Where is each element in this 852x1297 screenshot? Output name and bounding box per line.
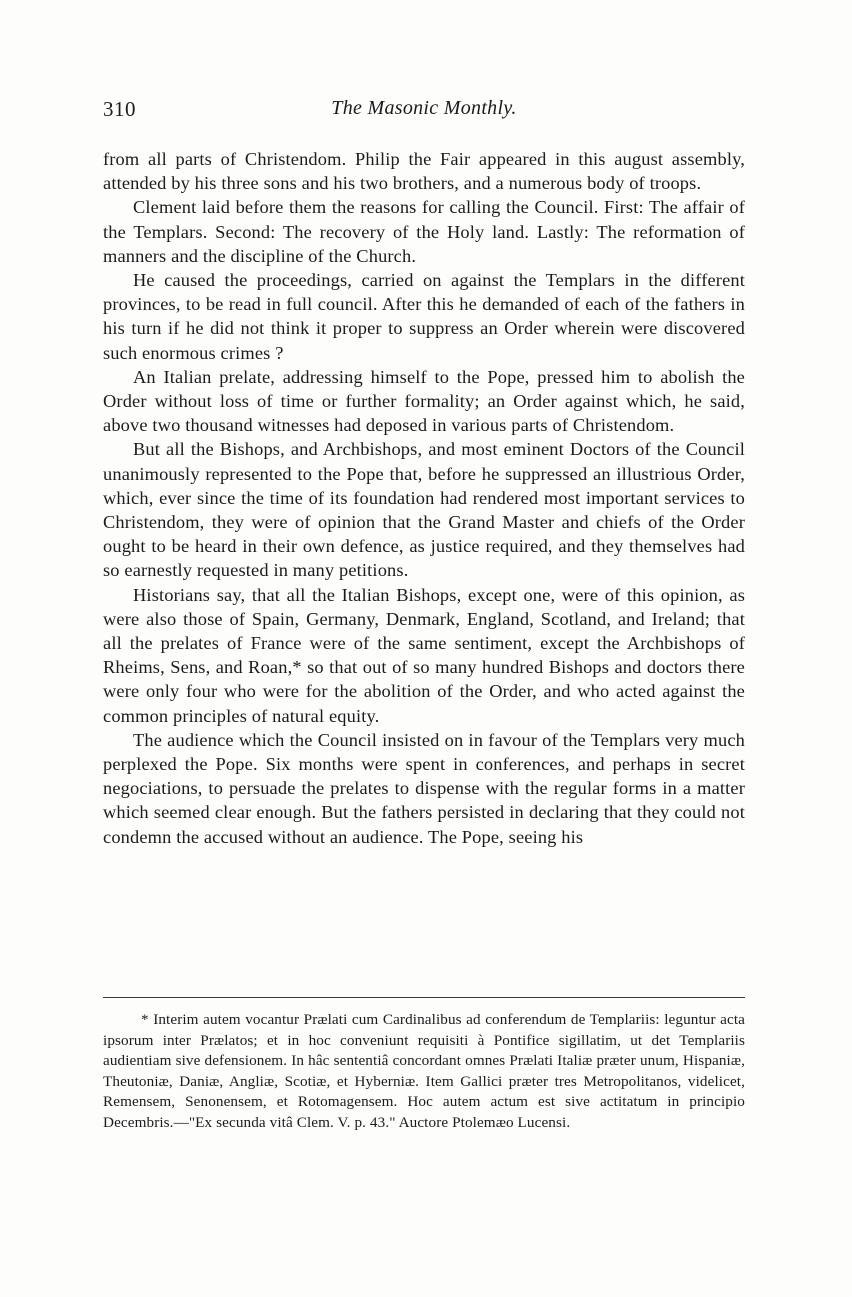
paragraph: But all the Bishops, and Archbishops, and most eminent Doctors of the Council unanimously represented to the Pope that, before he suppressed an illustrious Order, which, ever since the time of its foundation had rendered most important services to Christendom, they were of opinion that the Grand Master and chiefs of the Order ought to be heard in their own defence, as justice required, and they themselves had so earnestly requested in many petitions. <box>103 439 745 581</box>
paragraph: He caused the proceedings, carried on against the Templars in the different provinces, to be read in full council. After this he demanded of each of the fathers in his turn if he did not think it proper to suppress an Order wherein were discovered such enormous crimes ? <box>103 270 745 363</box>
page-number: 310 <box>103 97 136 121</box>
paragraph: An Italian prelate, addressing himself to the Pope, pressed him to abolish the Order without loss of time or further formality; an Order against which, he said, above two thousand witnesses had deposed in various parts of Christendom. <box>103 366 745 436</box>
footnote-rule <box>103 997 745 998</box>
page-header <box>103 97 745 127</box>
paragraph: Clement laid before them the reasons for calling the Council. First: The affair of the Templars. Second: The recovery of the Holy land. Lastly: The reformation of manners and the discipline of the Church. <box>103 197 745 266</box>
paragraph: The audience which the Council insisted on in favour of the Templars very much perplexed the Pope. Six months were spent in conferences, and perhaps in secret negociations, to persuade the prelates to dispense with the regular forms in a matter which seemed clear enough. But the fathers persisted in declaring that they could not condemn the accused without an audience. The Pope, seeing his <box>103 729 745 847</box>
body-text <box>103 147 745 849</box>
running-title: The Masonic Monthly. <box>331 97 517 119</box>
paragraph: Historians say, that all the Italian Bishops, except one, were of this opinion, as were also those of Spain, Germany, Denmark, England, Scotland, and Ireland; that all the prelates of France were of the same sentiment, except the Archbishops of Rheims, Sens, and Roan,* so that out of so many hundred Bishops and doctors there were only four who were for the abolition of the Order, and who acted against the common principles of natural equity. <box>103 584 745 726</box>
paragraph: from all parts of Christendom. Philip the Fair appeared in this august assembly, attended by his three sons and his two brothers, and a numerous body of troops. <box>103 149 745 194</box>
footnote: * Interim autem vocantur Prælati cum Cardinalibus ad conferendum de Templariis: leguntur acta ipsorum inter Prælatos; et in hoc conveniunt requisiti à Pontifice sigillatim, ut det Templariis audientiam sive defensionem. In hâc sententiâ concordant omnes Prælati Italiæ præter unum, Hispaniæ, Theutoniæ, Daniæ, Angliæ, Scotiæ, et Hyberniæ. Item Gallici præter tres Metropolitanos, videlicet, Remensem, Senonensem, et Rotomagensem. Hoc autem actum est sive actitatum in principio Decembris.—"Ex secunda vitâ Clem. V. p. 43." Auctore Ptolemæo Lucensi. <box>103 1011 745 1131</box>
